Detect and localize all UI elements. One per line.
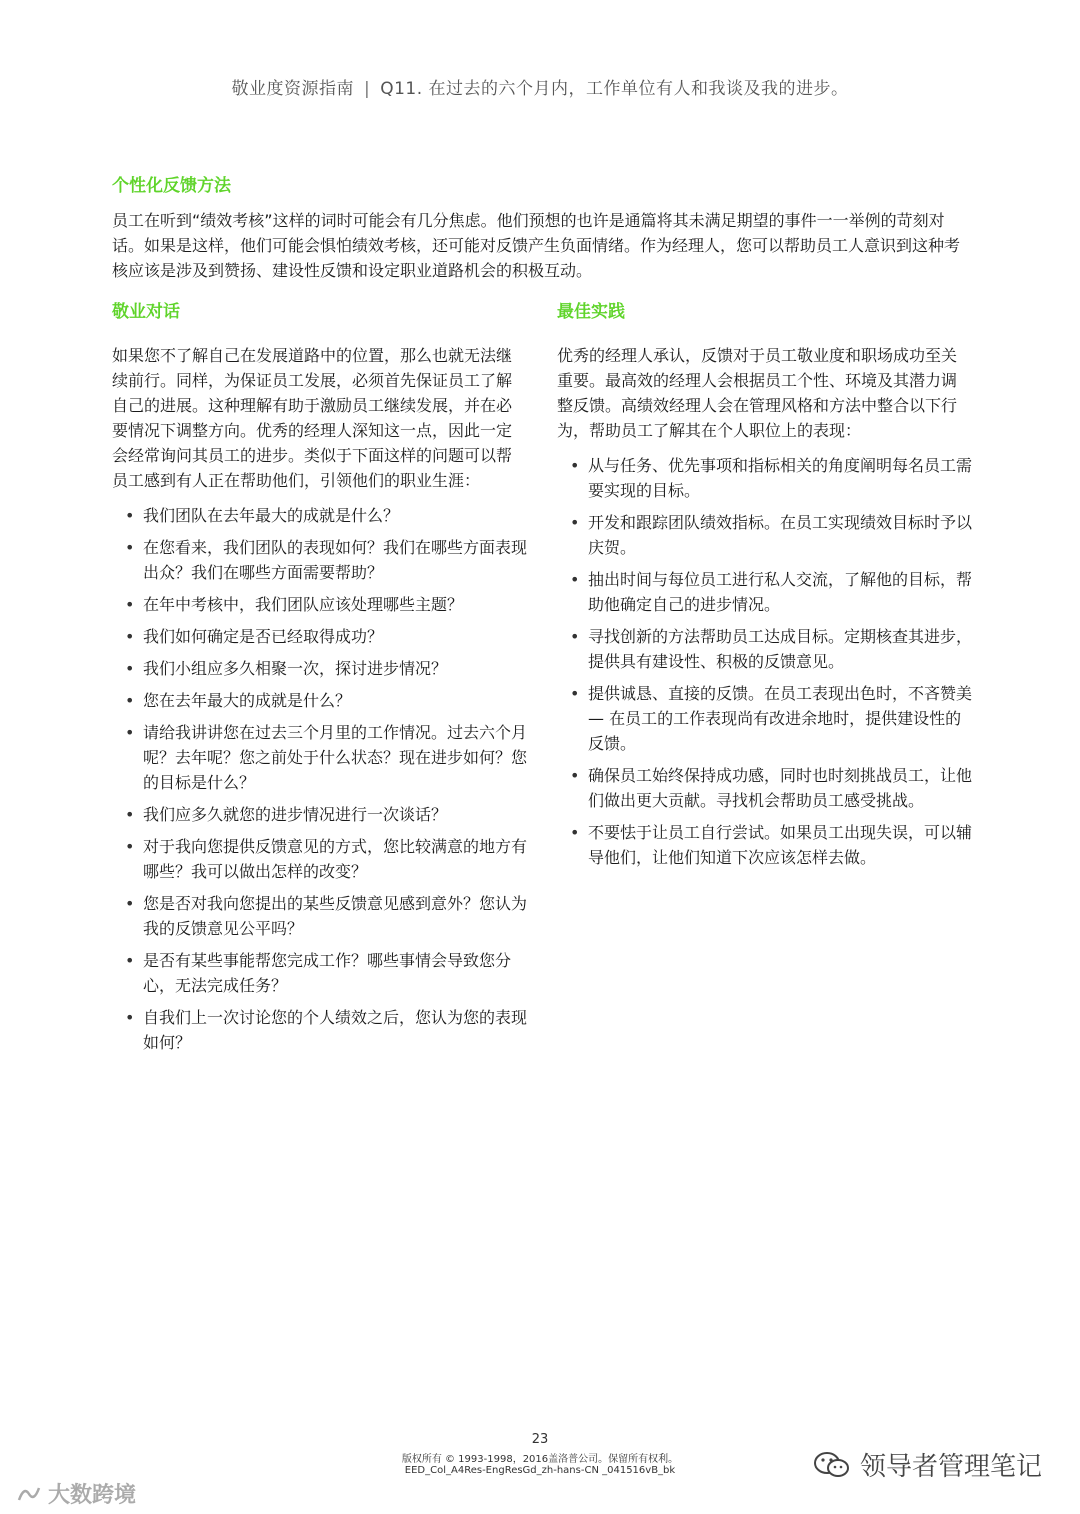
copyright-text: 版权所有 © 1993-1998，2016盖洛普公司。保留所有权利。 <box>401 1454 679 1465</box>
right-paragraph: 优秀的经理人承认，反馈对于员工敬业度和职场成功至关重要。最高效的经理人会根据员工个性、环境及其潜力调整反馈。高绩效经理人会在管理风格和方法中整合以下行为，帮助员工了解其在个人职位上的表现： <box>557 346 958 440</box>
bullet-text: 确保员工始终保持成功感，同时也时刻挑战员工，让他们做出更大贡献。寻找机会帮助员工感受挑战。 <box>588 766 973 810</box>
section-title: 个性化反馈方法 <box>112 176 231 196</box>
bullet-dot: • <box>125 627 135 646</box>
bullet-item <box>557 453 972 503</box>
bullet-item <box>557 624 972 674</box>
watermark-right-text: 领导者管理笔记 <box>860 1452 1043 1482</box>
bullet-text: 我们如何确定是否已经取得成功？ <box>143 627 384 646</box>
bullet-item <box>112 535 527 585</box>
watermark-left <box>16 1478 136 1509</box>
bullet-dot: • <box>125 595 135 614</box>
right-column-title: 最佳实践 <box>557 302 625 322</box>
bullet-dot: • <box>570 684 580 703</box>
bullet-text: 自我们上一次讨论您的个人绩效之后，您认为您的表现如何？ <box>143 1008 528 1052</box>
bullet-text: 请给我讲讲您在过去三个月里的工作情况。过去六个月呢？去年呢？您之前处于什么状态？现在进步如何？您的目标是什么？ <box>143 723 528 792</box>
wechat-icon <box>812 1450 852 1480</box>
bullet-dot: • <box>125 723 135 742</box>
question-title: Q11. 在过去的六个月内，工作单位有人和我谈及我的进步。 <box>380 79 849 99</box>
bullet-text: 我们团队在去年最大的成就是什么？ <box>143 506 400 525</box>
bullet-dot: • <box>125 506 135 525</box>
bullet-item <box>557 510 972 560</box>
intro-paragraph: 员工在听到“绩效考核”这样的词时可能会有几分焦虑。他们预想的也许是通篇将其未满足期望的事件一一举例的苛刻对话。如果是这样，他们可能会惧怕绩效考核，还可能对反馈产生负面情绪。作为经理人，您可以帮助员工人意识到这种考核应该是涉及到赞扬、建设性反馈和设定职业道路机会的积极互动。 <box>112 211 961 280</box>
bullet-text: 提供诚恳、直接的反馈。在员工表现出色时，不吝赞美 — 在员工的工作表现尚有改进余地时，提供建设性的反馈。 <box>588 684 973 753</box>
right-column <box>557 300 972 877</box>
document-id: EED_Col_A4Res-EngResGd_zh-hans-CN _041516vB_bk <box>404 1465 676 1476</box>
bullet-item <box>112 656 527 681</box>
bullet-dot: • <box>570 766 580 785</box>
bullet-item <box>557 820 972 870</box>
bullet-dot: • <box>125 691 135 710</box>
bullet-text: 抽出时间与每位员工进行私人交流，了解他的目标，帮助他确定自己的进步情况。 <box>588 570 973 614</box>
bullet-text: 您在去年最大的成就是什么？ <box>143 691 352 710</box>
bullet-item <box>112 802 527 827</box>
bullet-text: 我们小组应多久相聚一次，探讨进步情况？ <box>143 659 448 678</box>
watermark-left-text: 大数跨境 <box>48 1483 137 1508</box>
bullet-dot: • <box>125 1008 135 1027</box>
bullet-dot: • <box>570 627 580 646</box>
bullet-item <box>112 720 527 795</box>
bullet-text: 您是否对我向您提出的某些反馈意见感到意外？您认为我的反馈意见公平吗？ <box>143 894 528 938</box>
left-column-title: 敬业对话 <box>112 302 180 322</box>
bullet-dot: • <box>570 456 580 475</box>
bullet-text: 是否有某些事能帮您完成工作？哪些事情会导致您分心，无法完成任务？ <box>143 951 512 995</box>
bullet-dot: • <box>570 823 580 842</box>
bullet-dot: • <box>125 538 135 557</box>
bullet-item <box>557 681 972 756</box>
left-column <box>112 300 527 1062</box>
left-bullet-list <box>112 503 527 1055</box>
bullet-text: 不要怯于让员工自行尝试。如果员工出现失误，可以辅导他们，让他们知道下次应该怎样去做。 <box>588 823 973 867</box>
bullet-text: 寻找创新的方法帮助员工达成目标。定期核查其进步，提供具有建设性、积极的反馈意见。 <box>588 627 973 671</box>
bullet-item <box>112 503 527 528</box>
bullet-dot: • <box>570 570 580 589</box>
bullet-item <box>112 592 527 617</box>
page-number: 23 <box>531 1432 549 1447</box>
header-separator: | <box>363 79 371 99</box>
bullet-dot: • <box>125 659 135 678</box>
right-bullet-list <box>557 453 972 870</box>
bullet-item <box>112 834 527 884</box>
bullet-item <box>112 1005 527 1055</box>
bullet-text: 我们应多久就您的进步情况进行一次谈话？ <box>143 805 448 824</box>
bullet-item <box>112 624 527 649</box>
bullet-dot: • <box>570 513 580 532</box>
watermark-right <box>812 1446 1042 1483</box>
bullet-text: 开发和跟踪团队绩效指标。在员工实现绩效目标时予以庆贺。 <box>588 513 973 557</box>
bullet-dot: • <box>125 837 135 856</box>
bullet-item <box>112 688 527 713</box>
bullet-text: 对于我向您提供反馈意见的方式，您比较满意的地方有哪些？我可以做出怎样的改变？ <box>143 837 528 881</box>
left-paragraph: 如果您不了解自己在发展道路中的位置，那么也就无法继续前行。同样，为保证员工发展，必须首先保证员工了解自己的进展。这种理解有助于激励员工继续发展，并在必要情况下调整方向。优秀的经理人深知这一点，因此一定会经常询问其员工的进步。类似于下面这样的问题可以帮员工感到有人正在帮助他们，引领他们的职业生涯： <box>112 346 513 490</box>
bullet-item <box>112 891 527 941</box>
guide-title: 敬业度资源指南 <box>231 79 354 99</box>
bullet-dot: • <box>125 951 135 970</box>
bullet-item <box>557 567 972 617</box>
bullet-item <box>557 763 972 813</box>
bullet-dot: • <box>125 805 135 824</box>
bullet-text: 在年中考核中，我们团队应该处理哪些主题？ <box>143 595 464 614</box>
page-header <box>0 74 1080 99</box>
bullet-text: 在您看来，我们团队的表现如何？我们在哪些方面表现出众？我们在哪些方面需要帮助？ <box>143 538 528 582</box>
bullet-item <box>112 948 527 998</box>
bullet-dot: • <box>125 894 135 913</box>
bullet-text: 从与任务、优先事项和指标相关的角度阐明每名员工需要实现的目标。 <box>588 456 973 500</box>
watermark-logo-icon <box>16 1484 42 1504</box>
